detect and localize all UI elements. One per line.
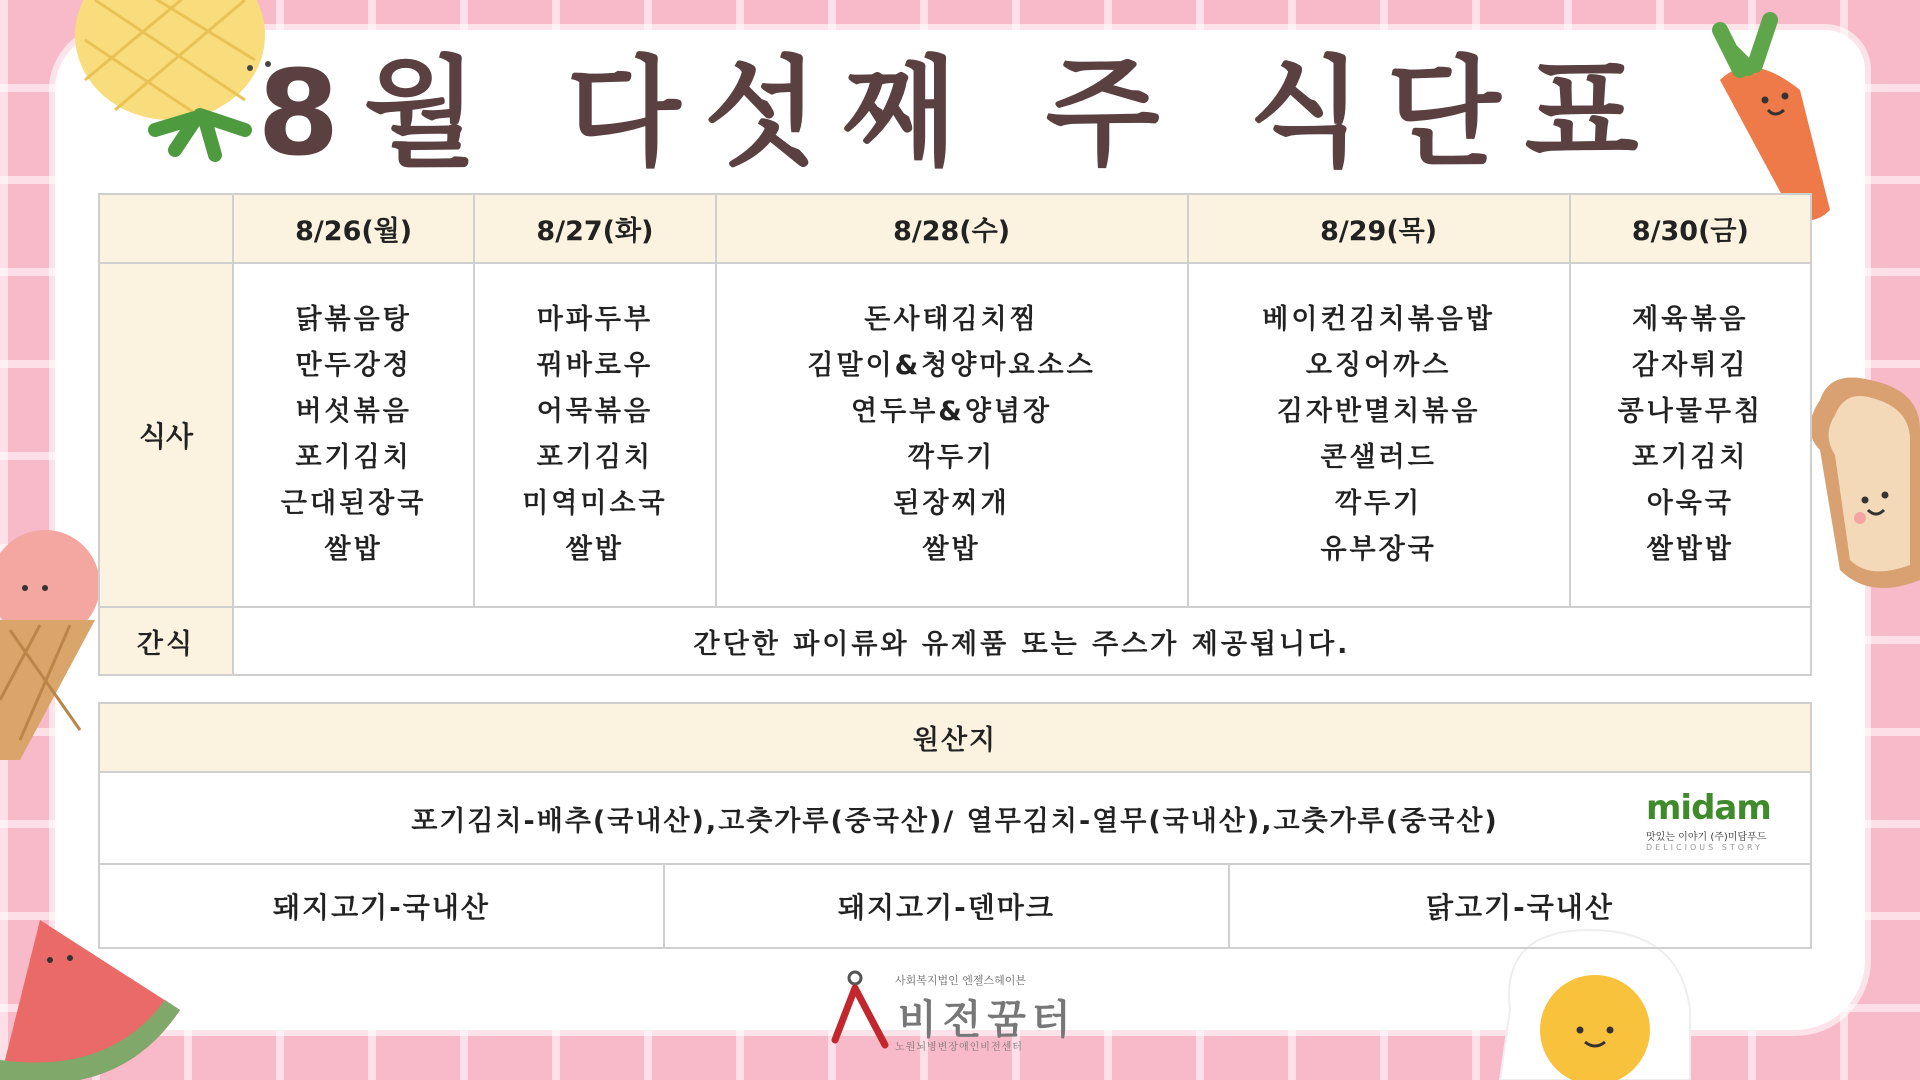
corner-cell <box>99 194 233 263</box>
midam-logo-word: midam <box>1646 788 1771 828</box>
dish-item: 깍두기 <box>1334 488 1423 519</box>
dish-item: 오징어까스 <box>1305 350 1452 381</box>
dish-item: 김말이&청양마요소스 <box>807 350 1096 381</box>
day-meal-cell <box>474 263 715 607</box>
dish-item: 돈사태김치찜 <box>864 304 1039 335</box>
dish-item: 아욱국 <box>1646 488 1734 519</box>
organization-center: 노원뇌병변장애인비전센터 <box>895 1042 1023 1053</box>
dish-item: 어묵볶음 <box>536 396 654 427</box>
snack-label: 간식 <box>99 607 233 675</box>
dish-item: 쌀밥밥 <box>1646 534 1734 565</box>
midam-logo <box>1646 788 1796 852</box>
dish-item: 포기김치 <box>536 442 654 473</box>
day-header: 8/29(목) <box>1188 194 1570 263</box>
meal-label: 식사 <box>99 263 233 607</box>
dish-item: 감자튀김 <box>1632 350 1749 381</box>
dish-item: 제육볶음 <box>1632 304 1749 335</box>
dish-item: 닭볶음탕 <box>295 304 412 335</box>
day-header: 8/27(화) <box>474 194 715 263</box>
dish-item: 쌀밥 <box>922 534 981 565</box>
origin-item: 돼지고기-국내산 <box>99 864 664 948</box>
dish-item: 연두부&양념장 <box>851 396 1053 427</box>
dish-item: 김자반멸치볶음 <box>1276 396 1481 427</box>
dish-item: 포기김치 <box>1632 442 1749 473</box>
dish-item: 쌀밥 <box>324 534 383 565</box>
menu-table <box>98 193 1812 676</box>
dish-item: 된장찌개 <box>893 488 1010 519</box>
origin-line: 포기김치-배추(국내산),고춧가루(중국산)/ 열무김치-열무(국내산),고춧가루(중국산) <box>99 772 1811 864</box>
organization-parent: 사회복지법인 엔젤스헤이븐 <box>895 974 1027 987</box>
snack-text: 간단한 파이류와 유제품 또는 주스가 제공됩니다. <box>233 607 1811 675</box>
dish-item: 버섯볶음 <box>295 396 412 427</box>
dish-item: 미역미소국 <box>522 488 668 519</box>
dish-item: 유부장국 <box>1320 534 1437 565</box>
dish-item: 베이컨김치볶음밥 <box>1262 304 1495 335</box>
page-title: 8월 다섯째 주 식단표 <box>257 44 1663 182</box>
menu-header-row <box>99 194 1811 263</box>
dish-item: 마파두부 <box>536 304 654 335</box>
meal-row <box>99 263 1811 607</box>
day-header: 8/26(월) <box>233 194 474 263</box>
midam-logo-english: DELICIOUS STORY <box>1646 843 1763 852</box>
dish-item: 근대된장국 <box>280 488 427 519</box>
organization-name: 비전꿈터 <box>898 997 1077 1043</box>
origin-item: 돼지고기-덴마크 <box>664 864 1229 948</box>
dish-item: 콩나물무침 <box>1617 396 1764 427</box>
dish-item: 포기김치 <box>295 442 412 473</box>
origin-table <box>98 702 1812 949</box>
day-meal-cell <box>233 263 474 607</box>
day-meal-cell <box>1188 263 1570 607</box>
dish-item: 깍두기 <box>907 442 996 473</box>
day-header: 8/28(수) <box>716 194 1188 263</box>
midam-logo-subtitle: 맛있는 이야기 (주)미담푸드 <box>1646 832 1767 843</box>
snack-row <box>99 607 1811 675</box>
person-logo-icon <box>830 970 900 1050</box>
day-header: 8/30(금) <box>1570 194 1811 263</box>
organization-logo <box>830 970 1080 1053</box>
origin-header: 원산지 <box>99 703 1811 772</box>
origin-item: 닭고기-국내산 <box>1229 864 1811 948</box>
dish-item: 콘샐러드 <box>1320 442 1437 473</box>
dish-item: 꿔바로우 <box>536 350 654 381</box>
day-meal-cell <box>1570 263 1811 607</box>
dish-item: 만두강정 <box>295 350 412 381</box>
dish-item: 쌀밥 <box>565 534 624 565</box>
day-meal-cell <box>716 263 1188 607</box>
